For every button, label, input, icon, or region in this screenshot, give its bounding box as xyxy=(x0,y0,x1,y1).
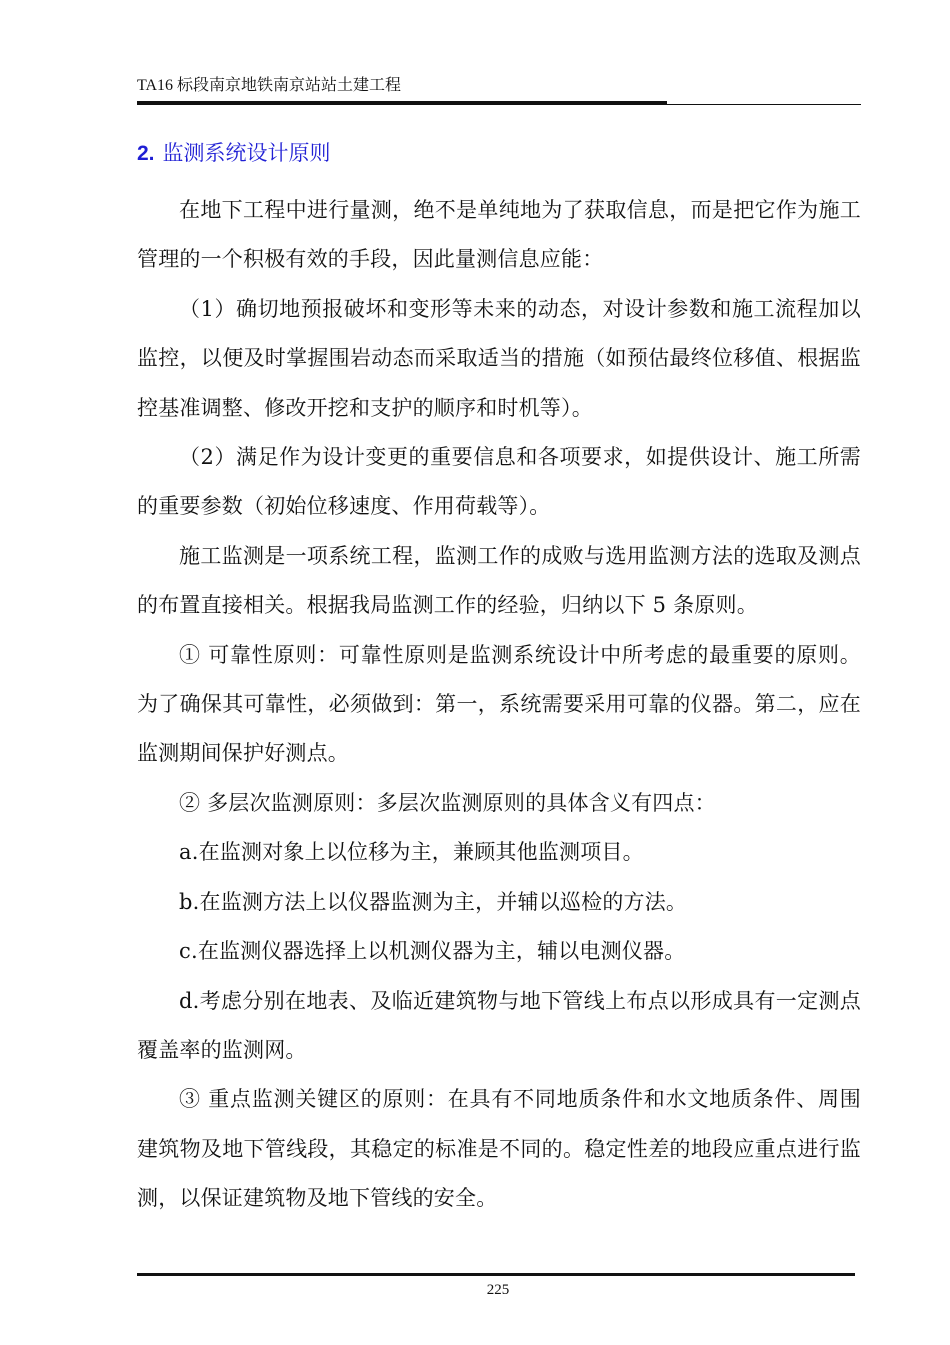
paragraph-principle-2: ② 多层次监测原则：多层次监测原则的具体含义有四点： xyxy=(179,790,716,815)
section-title: 监测系统设计原则 xyxy=(162,142,331,165)
paragraph-intro: 在地下工程中进行量测，绝不是单纯地为了获取信息，而是把它作为施工管理的一个积极有效的手段，因此量测信息应能： xyxy=(137,198,861,272)
footer-rule xyxy=(137,1273,855,1276)
paragraph-principle-1: ① 可靠性原则：可靠性原则是监测系统设计中所考虑的最重要的原则。为了确保其可靠性，必须做到：第一，系统需要采用可靠的仪器。第二，应在监测期间保护好测点。 xyxy=(137,642,861,766)
running-header: TA16 标段南京地铁南京站站土建工程 xyxy=(137,77,402,94)
page-body xyxy=(137,138,861,1224)
paragraph-item-1: （1）确切地预报破坏和变形等未来的动态，对设计参数和施工流程加以监控，以便及时掌握围岩动态而采取适当的措施（如预估最终位移值、根据监控基准调整、修改开挖和支护的顺序和时机等）。 xyxy=(137,296,861,420)
paragraph-point-d: d.考虑分别在地表、及临近建筑物与地下管线上布点以形成具有一定测点覆盖率的监测网。 xyxy=(137,988,861,1062)
paragraph-principle-3: ③ 重点监测关键区的原则：在具有不同地质条件和水文地质条件、周围建筑物及地下管线段，其稳定的标准是不同的。稳定性差的地段应重点进行监测，以保证建筑物及地下管线的安全。 xyxy=(137,1087,861,1211)
paragraph-item-2: （2）满足作为设计变更的重要信息和各项要求，如提供设计、施工所需的重要参数（初始位移速度、作用荷载等）。 xyxy=(137,445,861,519)
section-number: 2. xyxy=(137,142,155,165)
paragraph-point-a: a.在监测对象上以位移为主，兼顾其他监测项目。 xyxy=(179,840,644,865)
paragraph-point-c: c.在监测仪器选择上以机测仪器为主，辅以电测仪器。 xyxy=(179,939,686,964)
paragraph-point-b: b.在监测方法上以仪器监测为主，并辅以巡检的方法。 xyxy=(179,889,688,914)
section-heading xyxy=(137,138,861,170)
header-rule-thin xyxy=(137,104,861,105)
paragraph-principles-intro: 施工监测是一项系统工程，监测工作的成败与选用监测方法的选取及测点的布置直接相关。根据我局监测工作的经验，归纳以下 5 条原则。 xyxy=(137,543,861,618)
page-number: 225 xyxy=(486,1282,510,1298)
